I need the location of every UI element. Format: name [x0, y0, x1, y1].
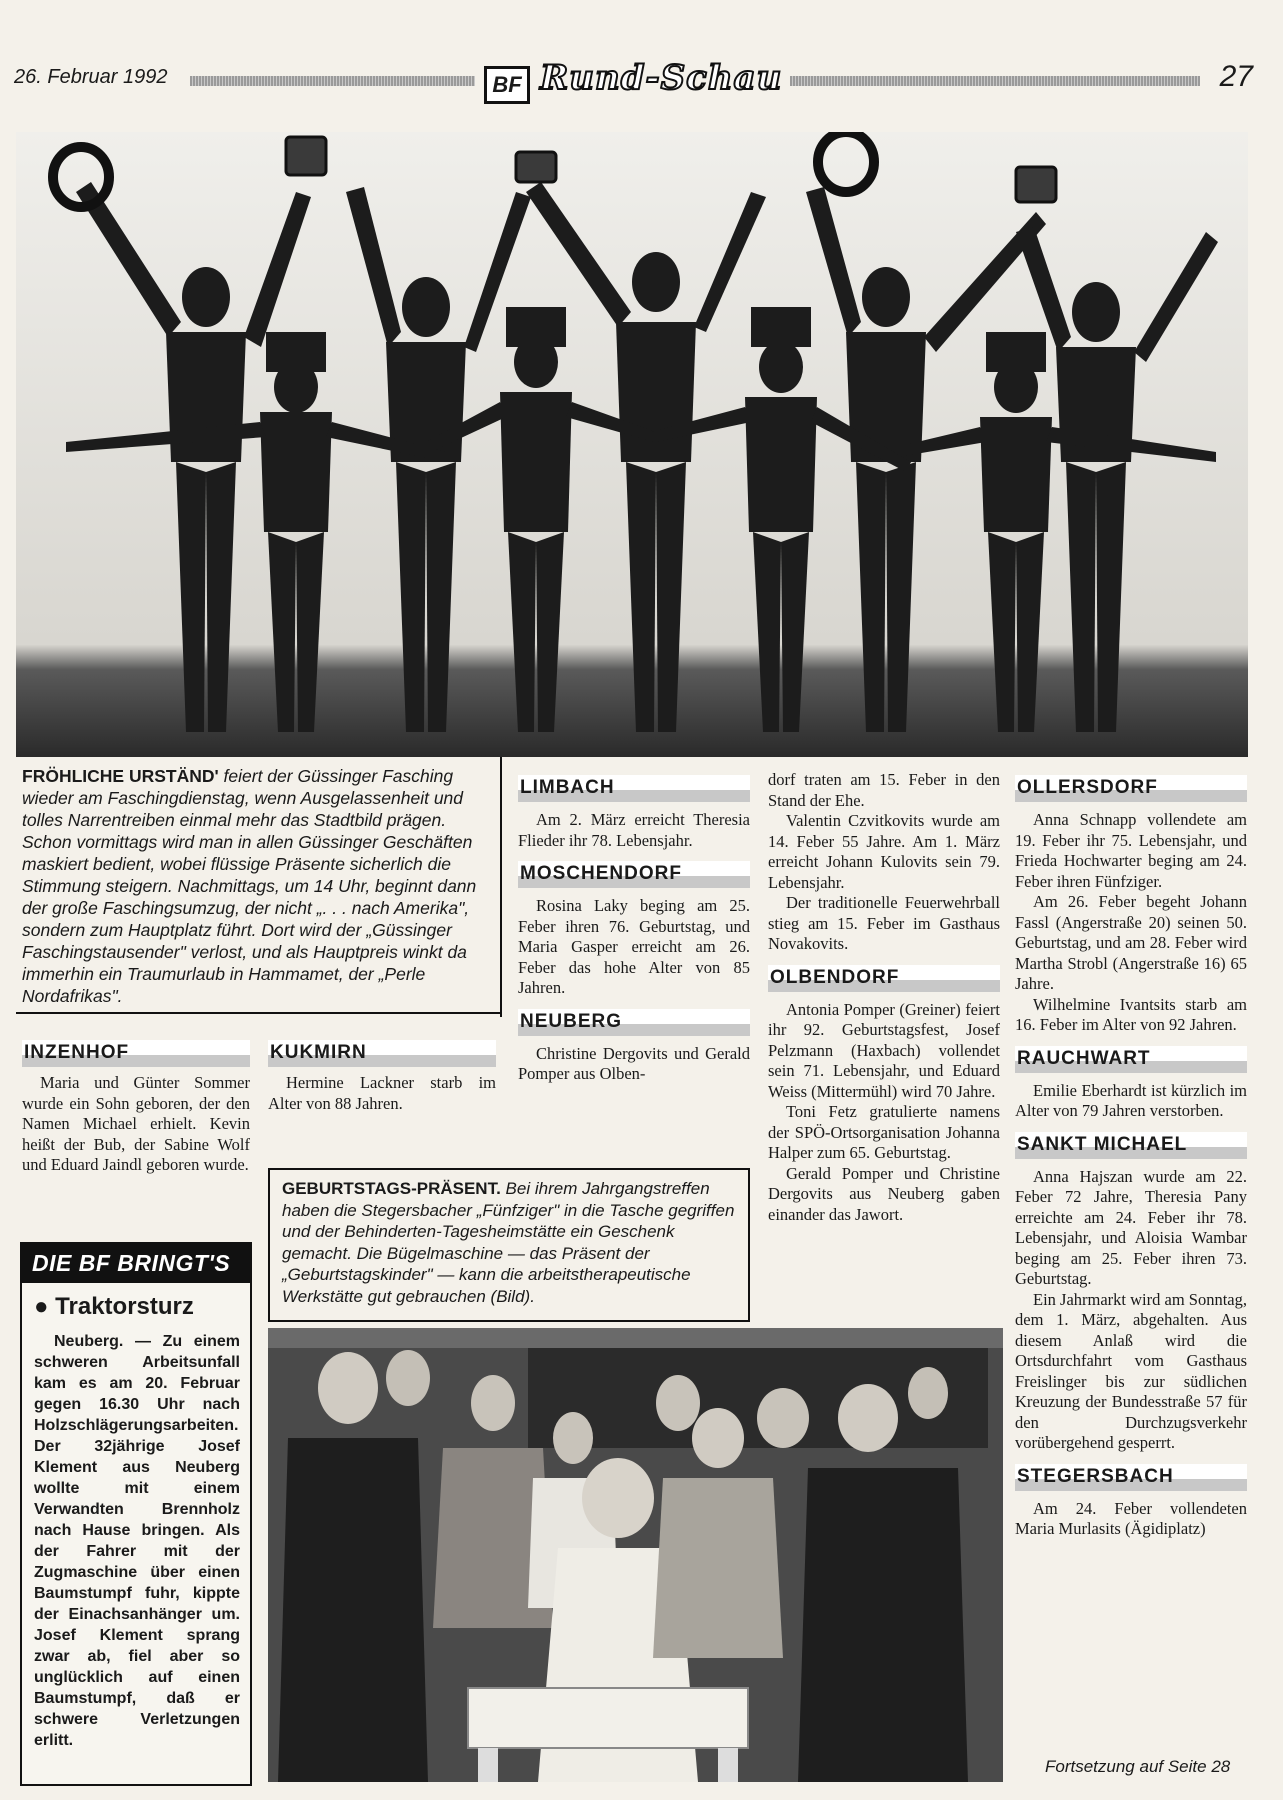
- caption-divider: [500, 757, 502, 1017]
- caption-lead: FRÖHLICHE URSTÄND': [22, 766, 219, 786]
- town-text-neuberg: Christine Dergovits und Gerald Pomper aus Olben-: [518, 1043, 750, 1083]
- header-rule-left: [190, 76, 475, 86]
- bf-logo: BF: [484, 66, 530, 104]
- bf-box-heading: DIE BF BRINGT'S: [22, 1244, 250, 1283]
- section-title: Rund-Schau: [540, 58, 783, 98]
- town-heading-rauchwart: RAUCHWART: [1015, 1046, 1247, 1073]
- town-heading-sankt-michael: SANKT MICHAEL: [1015, 1132, 1247, 1159]
- town-heading: KUKMIRN: [268, 1040, 496, 1067]
- town-text-stegersbach: Am 24. Feber vollendeten Maria Murlasits (Ägidiplatz): [1015, 1498, 1247, 1538]
- column-2: [518, 775, 750, 1085]
- town-text-ollersdorf: Anna Schnapp vollendete am 19. Feber ihr 75. Lebensjahr, und Frieda Hochwarter beging am 24. Feber ihren Fünfziger. Am 26. Feber begeht Johann Fassl (Angerstraße 20) seinen 50. Geburtstag, und am 28. Feber wird Martha Strobl (Angerstraße 16) 65 Jahre. Wilhelmine Ivantsits starb am 16. Feber im Alter von 92 Jahren.: [1015, 810, 1247, 1034]
- bf-box-subheading: ● Traktorsturz: [34, 1293, 194, 1320]
- town-heading-olbendorf: OLBENDORF: [768, 965, 1000, 992]
- continuation-note: Fortsetzung auf Seite 28: [1045, 1757, 1231, 1776]
- town-heading-limbach: LIMBACH: [518, 775, 750, 802]
- town-heading-neuberg: NEUBERG: [518, 1009, 750, 1036]
- town-text-rauchwart: Emilie Eberhardt ist kürzlich im Alter von 79 Jahren verstorben.: [1015, 1080, 1247, 1120]
- bullet-icon: ●: [34, 1293, 49, 1320]
- column-4: [1015, 775, 1247, 1540]
- town-text-neuberg-cont: dorf traten am 15. Feber in den Stand der Ehe. Valentin Czvitkovits wurde am 14. Feber 55 Jahre. Am 1. März erreicht Johann Kulovits sein 79. Lebensjahr. Der traditionelle Feuerwehrball stieg am 15. Feber im Gasthaus Novakovits.: [768, 770, 1000, 953]
- column-3: [768, 770, 1000, 1225]
- town-heading-moschendorf: MOSCHENDORF: [518, 861, 750, 888]
- geburtstag-text: Bei ihrem Jahrgangstreffen haben die Stegersbacher „Fünfziger" in die Tasche gegriffen und der Behinderten-Tagesheimstätte ein Geschenk gemacht. Die Bügelmaschine — das Präsent der „Geburtstagskinder" — kann die arbeitstherapeutische Werkstätte gut gebrauchen (Bild).: [282, 1179, 735, 1306]
- bf-news-box: [20, 1242, 252, 1786]
- town-text-moschendorf: Rosina Laky beging am 25. Feber ihren 76. Geburtstag, und Maria Gasper erreicht am 26. Feber das hohe Alter von 85 Jahren.: [518, 896, 750, 997]
- town-text-limbach: Am 2. März erreicht Theresia Flieder ihr 78. Lebensjahr.: [518, 810, 750, 850]
- geburtstag-caption: [282, 1178, 740, 1307]
- geburtstag-lead: GEBURTSTAGS-PRÄSENT.: [282, 1179, 501, 1198]
- section-kukmirn: [268, 1040, 496, 1114]
- caption-text: feiert der Güssinger Fasching wieder am Faschingdienstag, wenn Ausgelassenheit und tolles Narrentreiben einmal mehr das Stadtbild prägen. Schon vormittags wird man in allen Güssinger Geschäften maskiert bedient, wobei flüssige Präsente sicherlich die Stimmung steigern. Nachmittags, um 14 Uhr, beginnt dann der große Faschingsumzug, der nicht „. . . nach Amerika", sondern zum Hauptplatz führt. Dort wird der „Güssinger Faschingstausender" verlost, und als Hauptpreis winkt da immerhin ein Traumurlaub in Hammamet, der „Perle Nordafrikas".: [22, 766, 477, 1006]
- carnival-dancers-photo: [16, 132, 1248, 757]
- town-heading-stegersbach: STEGERSBACH: [1015, 1464, 1247, 1491]
- page-number: 27: [1219, 60, 1253, 93]
- town-text: Hermine Lackner starb im Alter von 88 Jahren.: [268, 1073, 496, 1113]
- bf-box-text: Neuberg. — Zu einem schweren Arbeitsunfall kam es am 20. Februar gegen 16.30 Uhr nach Holzschlägerungsarbeiten. Der 32jährige Josef Klement aus Neuberg wollte mit einem Verwandten Brennholz nach Hause bringen. Als der Fahrer mit der Zugmaschine über einen Baumstumpf fuhr, kippte der Einachsanhänger um. Josef Klement sprang zwar ab, fiel aber so unglücklich auf einen Baumstumpf, daß er schwere Verletzungen erlitt.: [34, 1333, 240, 1749]
- group-photo-ironing-machine: [268, 1328, 1003, 1782]
- header-rule-right: [790, 76, 1200, 86]
- caption-bottom-rule: [16, 1012, 502, 1014]
- town-text-sankt-michael: Anna Hajszan wurde am 22. Feber 72 Jahre, Theresia Pany erreichte am 24. Feber ihr 78. Lebensjahr, und Aloisia Wambar beging am 25. Feber ihren 73. Geburtstag. Ein Jahrmarkt wird am Sonntag, dem 1. März, abgehalten. Aus diesem Anlaß wird die Ortsdurchfahrt vom Gasthaus Freislinger bis zur südlichen Kreuzung der Bundesstraße 57 für den Durchzugsverkehr vorübergehend gesperrt.: [1015, 1166, 1248, 1452]
- town-heading: INZENHOF: [22, 1040, 250, 1067]
- town-heading-ollersdorf: OLLERSDORF: [1015, 775, 1247, 802]
- town-text-olbendorf: Antonia Pomper (Greiner) feiert ihr 92. Geburtstagsfest, Josef Pelzmann (Haxbach) vollendet sein 71. Lebensjahr, und Eduard Weiss (Mittermühl) wird 70 Jahre. Toni Fetz gratulierte namens der SPÖ-Ortsorganisation Johanna Halper zum 65. Geburtstag. Gerald Pomper und Christine Dergovits aus Neuberg gaben einander das Jawort.: [768, 999, 1000, 1224]
- photo-caption: [22, 765, 485, 1007]
- town-text: Maria und Günter Sommer wurde ein Sohn geboren, der den Namen Michael erhielt. Kevin heißt der Bub, der Sabine Wolf und Eduard Jaindl geboren wurde.: [22, 1073, 250, 1174]
- issue-date: 26. Februar 1992: [14, 66, 168, 88]
- section-inzenhof: [22, 1040, 250, 1176]
